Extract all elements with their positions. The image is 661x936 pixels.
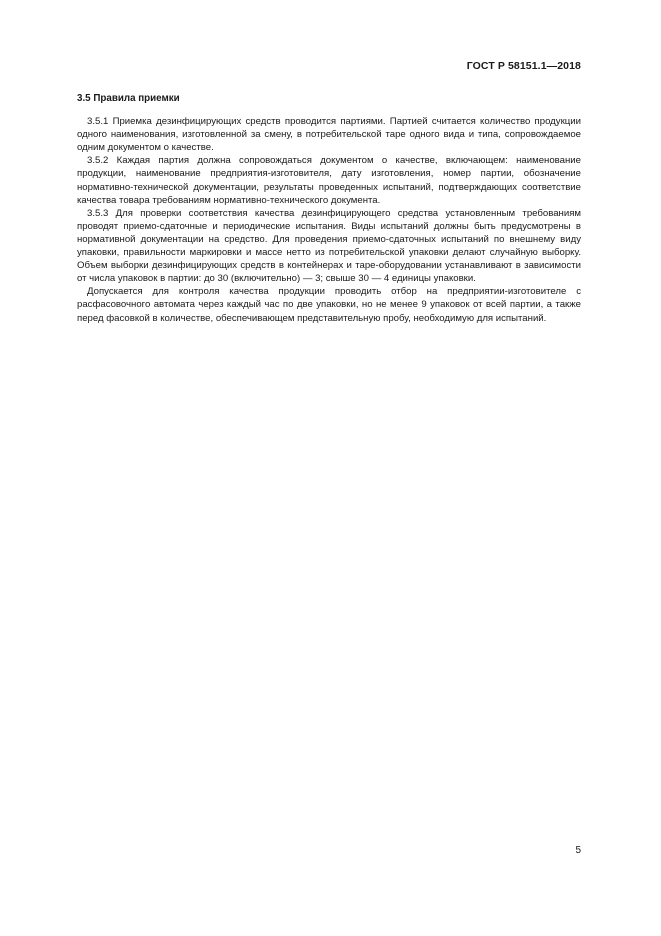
paragraph-3-5-1: 3.5.1 Приемка дезинфицирующих средств проводится партиями. Партией считается количество продукции одного наименования, изготовленной за смену, в потребительской таре одного вида и типа, сопровождаемое одним документом о качестве. [77, 116, 581, 154]
paragraph-3-5-3: 3.5.3 Для проверки соответствия качества дезинфицирующего средства установленным требованиям проводят приемо-сдаточные и периодические испытания. Виды испытаний должны быть предусмотрены в нормативной документации на средство. Для проведения приемо-сдаточных испытаний по внешнему виду упаковки, правильности маркировки и массе нетто из потребительской упаковки делают случайную выборку. Объем выборки дезинфицирующих средств в контейнерах и таре-оборудовании устанавливают в зависимости от числа упаковок в партии: до 30 (включительно) — 3; свыше 30 — 4 единицы упаковки. [77, 207, 581, 285]
page-number: 5 [575, 845, 581, 856]
section-content [77, 92, 581, 325]
standard-code: ГОСТ Р 58151.1—2018 [466, 60, 581, 72]
paragraph-3-5-2: 3.5.2 Каждая партия должна сопровождаться документом о качестве, включающем: наименование продукции, наименование предприятия-изготовителя, дату изготовления, номер партии, обозначение нормативно-технической документации, результаты проведенных испытаний, подтверждающих соответствие качества товара требованиям нормативно-технического документа. [77, 155, 581, 206]
section-title: 3.5 Правила приемки [77, 93, 180, 104]
paragraph-sampling: Допускается для контроля качества продукции проводить отбор на предприятии-изготовителе с расфасовочного автомата через каждый час по две упаковки, но не менее 9 упаковок от всей партии, а также перед фасовкой в количестве, обеспечивающем представительную пробу, необходимую для испытаний. [77, 286, 581, 324]
